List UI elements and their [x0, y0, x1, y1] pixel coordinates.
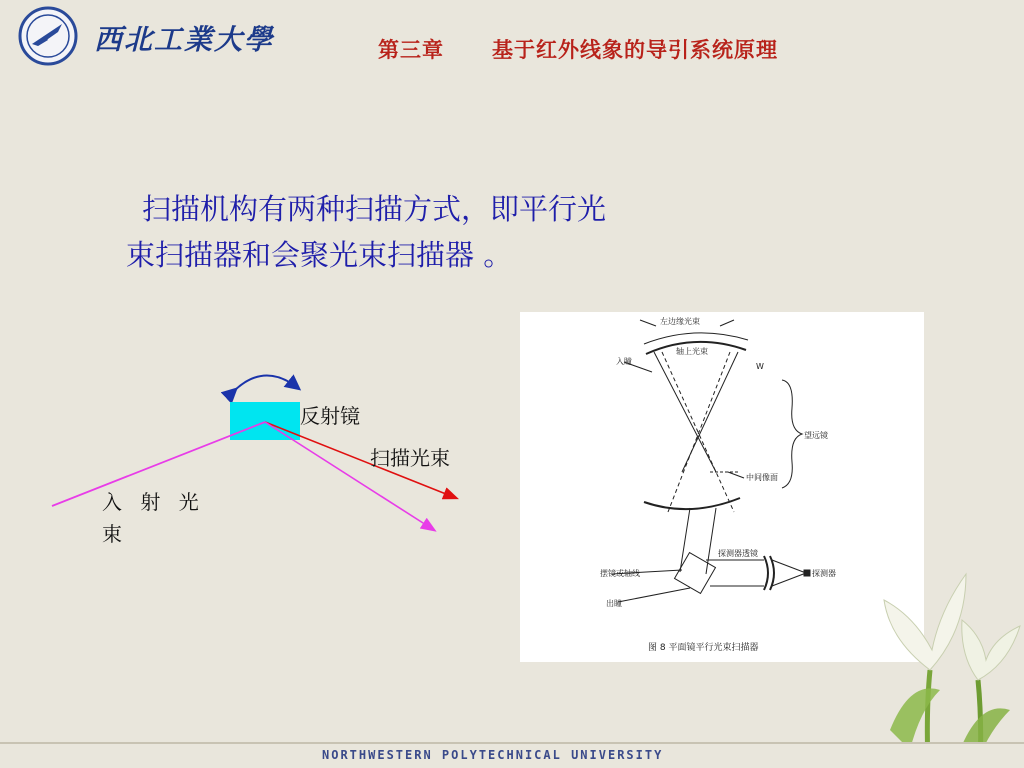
figure-caption: 图 8 平面镜平行光束扫描器 — [648, 643, 759, 653]
scanner-figure — [520, 312, 924, 662]
fig-label-entrance-pupil: 入瞳 — [616, 357, 632, 366]
fig-label-prism-or-axis: 摆镜或轴线 — [600, 569, 640, 578]
footer-divider — [0, 742, 1024, 744]
fig-label-telescope: 望远镜 — [804, 431, 828, 440]
mirror-block — [230, 402, 300, 440]
fig-label-detector: 探测器 — [812, 569, 836, 578]
fig-label-left-beam: 左边缘光束 — [660, 317, 700, 326]
chapter-title: 基于红外线象的导引系统原理 — [492, 38, 778, 62]
body-line-1: 扫描机构有两种扫描方式，即平行光 — [142, 192, 607, 226]
scan-mirror-diagram — [40, 360, 510, 560]
university-name: 西北工業大學 — [94, 23, 275, 56]
scan-beam-label: 扫描光束 — [370, 446, 450, 470]
fig-label-axial-beam: 轴上光束 — [676, 347, 708, 356]
mirror-label: 反射镜 — [300, 404, 360, 428]
fig-label-detector-lens: 探测器透镜 — [718, 549, 758, 558]
footer-university-name: NORTHWESTERN POLYTECHNICAL UNIVERSITY — [322, 748, 664, 762]
fig-label-exit-pupil: 出瞳 — [606, 599, 622, 608]
calla-lily-decoration — [870, 560, 1024, 768]
fig-label-intermediate-image: 中间像面 — [746, 473, 778, 482]
chapter-number: 第三章 — [378, 38, 444, 62]
footer — [0, 742, 1024, 768]
fig-label-w: W — [756, 362, 764, 371]
university-logo — [18, 6, 78, 66]
scan-beam-magenta — [265, 422, 434, 530]
incident-beam-label-2: 束 — [102, 522, 122, 546]
scanner-figure-svg — [520, 312, 924, 662]
rotation-arc — [235, 375, 298, 390]
chapter-heading — [378, 34, 778, 64]
incident-beam-label-1: 入 射 光 — [102, 490, 205, 514]
body-paragraph — [126, 186, 826, 278]
body-line-2: 束扫描器和会聚光束扫描器 。 — [126, 238, 513, 272]
